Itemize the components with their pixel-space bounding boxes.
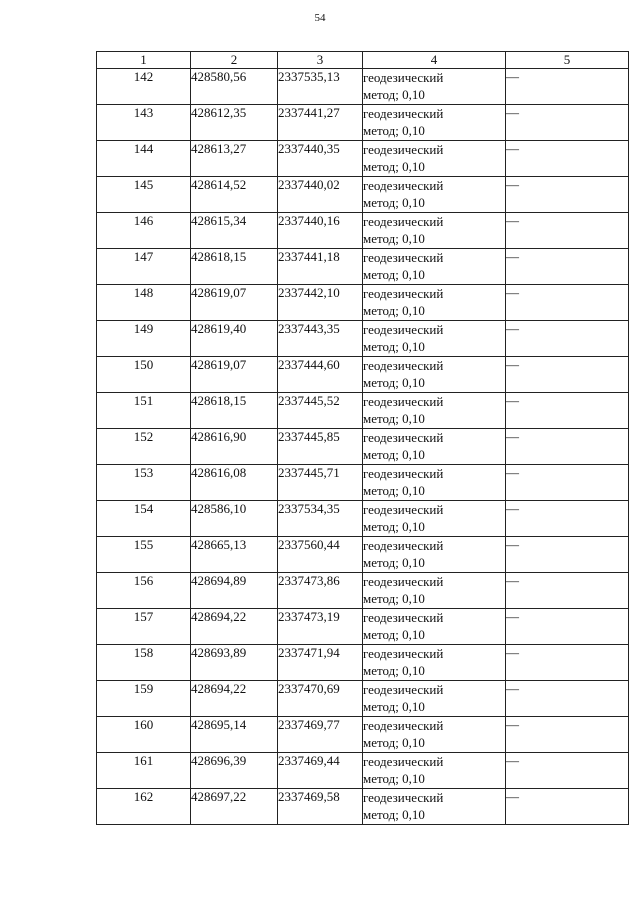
table-header [97,52,629,69]
note-cell: — [506,393,629,429]
x-coordinate-cell: 428614,52 [191,177,278,213]
note-cell: — [506,465,629,501]
y-coordinate-cell: 2337534,35 [278,501,363,537]
note-cell: — [506,321,629,357]
accuracy-text: метод; 0,10 [363,303,425,318]
x-coordinate-cell: 428612,35 [191,105,278,141]
x-coordinate-cell: 428615,34 [191,213,278,249]
x-coordinate-cell: 428619,40 [191,321,278,357]
method-cell [363,357,506,393]
y-coordinate-cell: 2337473,86 [278,573,363,609]
method-cell [363,69,506,105]
point-number-cell: 142 [97,69,191,105]
method-text: геодезический [363,358,444,373]
y-coordinate-cell: 2337444,60 [278,357,363,393]
accuracy-text: метод; 0,10 [363,735,425,750]
column-header: 5 [506,52,629,69]
note-cell: — [506,609,629,645]
point-number-cell: 162 [97,789,191,825]
table-row [97,753,629,789]
accuracy-text: метод; 0,10 [363,483,425,498]
y-coordinate-cell: 2337469,77 [278,717,363,753]
accuracy-text: метод; 0,10 [363,807,425,822]
column-header: 4 [363,52,506,69]
table-body [97,69,629,825]
header-row [97,52,629,69]
method-text: геодезический [363,790,444,805]
accuracy-text: метод; 0,10 [363,339,425,354]
x-coordinate-cell: 428618,15 [191,249,278,285]
y-coordinate-cell: 2337471,94 [278,645,363,681]
method-text: геодезический [363,538,444,553]
table-row [97,357,629,393]
point-number-cell: 144 [97,141,191,177]
method-text: геодезический [363,682,444,697]
method-cell [363,753,506,789]
y-coordinate-cell: 2337441,27 [278,105,363,141]
method-cell [363,213,506,249]
x-coordinate-cell: 428616,90 [191,429,278,465]
x-coordinate-cell: 428694,89 [191,573,278,609]
point-number-cell: 158 [97,645,191,681]
column-header: 2 [191,52,278,69]
table-row [97,141,629,177]
point-number-cell: 145 [97,177,191,213]
y-coordinate-cell: 2337473,19 [278,609,363,645]
point-number-cell: 143 [97,105,191,141]
y-coordinate-cell: 2337445,85 [278,429,363,465]
accuracy-text: метод; 0,10 [363,555,425,570]
table-row [97,249,629,285]
note-cell: — [506,141,629,177]
note-cell: — [506,105,629,141]
method-cell [363,465,506,501]
accuracy-text: метод; 0,10 [363,159,425,174]
accuracy-text: метод; 0,10 [363,519,425,534]
note-cell: — [506,789,629,825]
method-text: геодезический [363,286,444,301]
y-coordinate-cell: 2337445,52 [278,393,363,429]
table-row [97,573,629,609]
point-number-cell: 146 [97,213,191,249]
note-cell: — [506,177,629,213]
point-number-cell: 151 [97,393,191,429]
y-coordinate-cell: 2337443,35 [278,321,363,357]
method-text: геодезический [363,610,444,625]
method-cell [363,537,506,573]
table-row [97,501,629,537]
point-number-cell: 156 [97,573,191,609]
point-number-cell: 149 [97,321,191,357]
point-number-cell: 161 [97,753,191,789]
table-row [97,321,629,357]
point-number-cell: 148 [97,285,191,321]
note-cell: — [506,537,629,573]
method-cell [363,105,506,141]
method-cell [363,249,506,285]
accuracy-text: метод; 0,10 [363,375,425,390]
point-number-cell: 150 [97,357,191,393]
accuracy-text: метод; 0,10 [363,123,425,138]
table-row [97,105,629,141]
method-text: геодезический [363,250,444,265]
x-coordinate-cell: 428586,10 [191,501,278,537]
method-cell [363,717,506,753]
note-cell: — [506,717,629,753]
table-row [97,69,629,105]
x-coordinate-cell: 428580,56 [191,69,278,105]
page-number: 54 [314,12,326,24]
accuracy-text: метод; 0,10 [363,699,425,714]
method-text: геодезический [363,466,444,481]
point-number-cell: 159 [97,681,191,717]
y-coordinate-cell: 2337560,44 [278,537,363,573]
x-coordinate-cell: 428693,89 [191,645,278,681]
y-coordinate-cell: 2337440,16 [278,213,363,249]
method-text: геодезический [363,322,444,337]
method-text: геодезический [363,394,444,409]
note-cell: — [506,681,629,717]
x-coordinate-cell: 428613,27 [191,141,278,177]
x-coordinate-cell: 428616,08 [191,465,278,501]
accuracy-text: метод; 0,10 [363,231,425,246]
point-number-cell: 160 [97,717,191,753]
method-text: геодезический [363,718,444,733]
x-coordinate-cell: 428618,15 [191,393,278,429]
y-coordinate-cell: 2337470,69 [278,681,363,717]
note-cell: — [506,645,629,681]
accuracy-text: метод; 0,10 [363,195,425,210]
x-coordinate-cell: 428619,07 [191,357,278,393]
method-text: геодезический [363,106,444,121]
accuracy-text: метод; 0,10 [363,267,425,282]
table-row [97,429,629,465]
x-coordinate-cell: 428696,39 [191,753,278,789]
x-coordinate-cell: 428697,22 [191,789,278,825]
method-cell [363,141,506,177]
accuracy-text: метод; 0,10 [363,411,425,426]
note-cell: — [506,501,629,537]
table-row [97,465,629,501]
method-text: геодезический [363,70,444,85]
note-cell: — [506,573,629,609]
y-coordinate-cell: 2337469,44 [278,753,363,789]
x-coordinate-cell: 428694,22 [191,609,278,645]
x-coordinate-cell: 428694,22 [191,681,278,717]
note-cell: — [506,753,629,789]
y-coordinate-cell: 2337442,10 [278,285,363,321]
method-text: геодезический [363,502,444,517]
x-coordinate-cell: 428695,14 [191,717,278,753]
column-header: 3 [278,52,363,69]
y-coordinate-cell: 2337440,35 [278,141,363,177]
method-text: геодезический [363,142,444,157]
method-cell [363,573,506,609]
accuracy-text: метод; 0,10 [363,87,425,102]
method-text: геодезический [363,646,444,661]
table-row [97,537,629,573]
accuracy-text: метод; 0,10 [363,627,425,642]
table-row [97,177,629,213]
note-cell: — [506,249,629,285]
method-text: геодезический [363,574,444,589]
x-coordinate-cell: 428665,13 [191,537,278,573]
point-number-cell: 155 [97,537,191,573]
y-coordinate-cell: 2337445,71 [278,465,363,501]
accuracy-text: метод; 0,10 [363,663,425,678]
table-row [97,717,629,753]
note-cell: — [506,285,629,321]
column-header: 1 [97,52,191,69]
y-coordinate-cell: 2337440,02 [278,177,363,213]
table-row [97,609,629,645]
note-cell: — [506,429,629,465]
method-cell [363,609,506,645]
method-cell [363,645,506,681]
method-cell [363,321,506,357]
method-cell [363,501,506,537]
table-row [97,213,629,249]
method-cell [363,393,506,429]
note-cell: — [506,357,629,393]
table-row [97,645,629,681]
method-cell [363,789,506,825]
point-number-cell: 147 [97,249,191,285]
y-coordinate-cell: 2337535,13 [278,69,363,105]
accuracy-text: метод; 0,10 [363,591,425,606]
method-text: геодезический [363,178,444,193]
point-number-cell: 153 [97,465,191,501]
method-cell [363,285,506,321]
method-cell [363,177,506,213]
table-row [97,393,629,429]
accuracy-text: метод; 0,10 [363,771,425,786]
method-text: геодезический [363,214,444,229]
table-row [97,789,629,825]
table-row [97,285,629,321]
point-number-cell: 154 [97,501,191,537]
note-cell: — [506,213,629,249]
method-cell [363,681,506,717]
x-coordinate-cell: 428619,07 [191,285,278,321]
y-coordinate-cell: 2337441,18 [278,249,363,285]
point-number-cell: 157 [97,609,191,645]
accuracy-text: метод; 0,10 [363,447,425,462]
method-cell [363,429,506,465]
note-cell: — [506,69,629,105]
table-row [97,681,629,717]
method-text: геодезический [363,430,444,445]
coordinates-table [96,51,629,825]
method-text: геодезический [363,754,444,769]
point-number-cell: 152 [97,429,191,465]
y-coordinate-cell: 2337469,58 [278,789,363,825]
